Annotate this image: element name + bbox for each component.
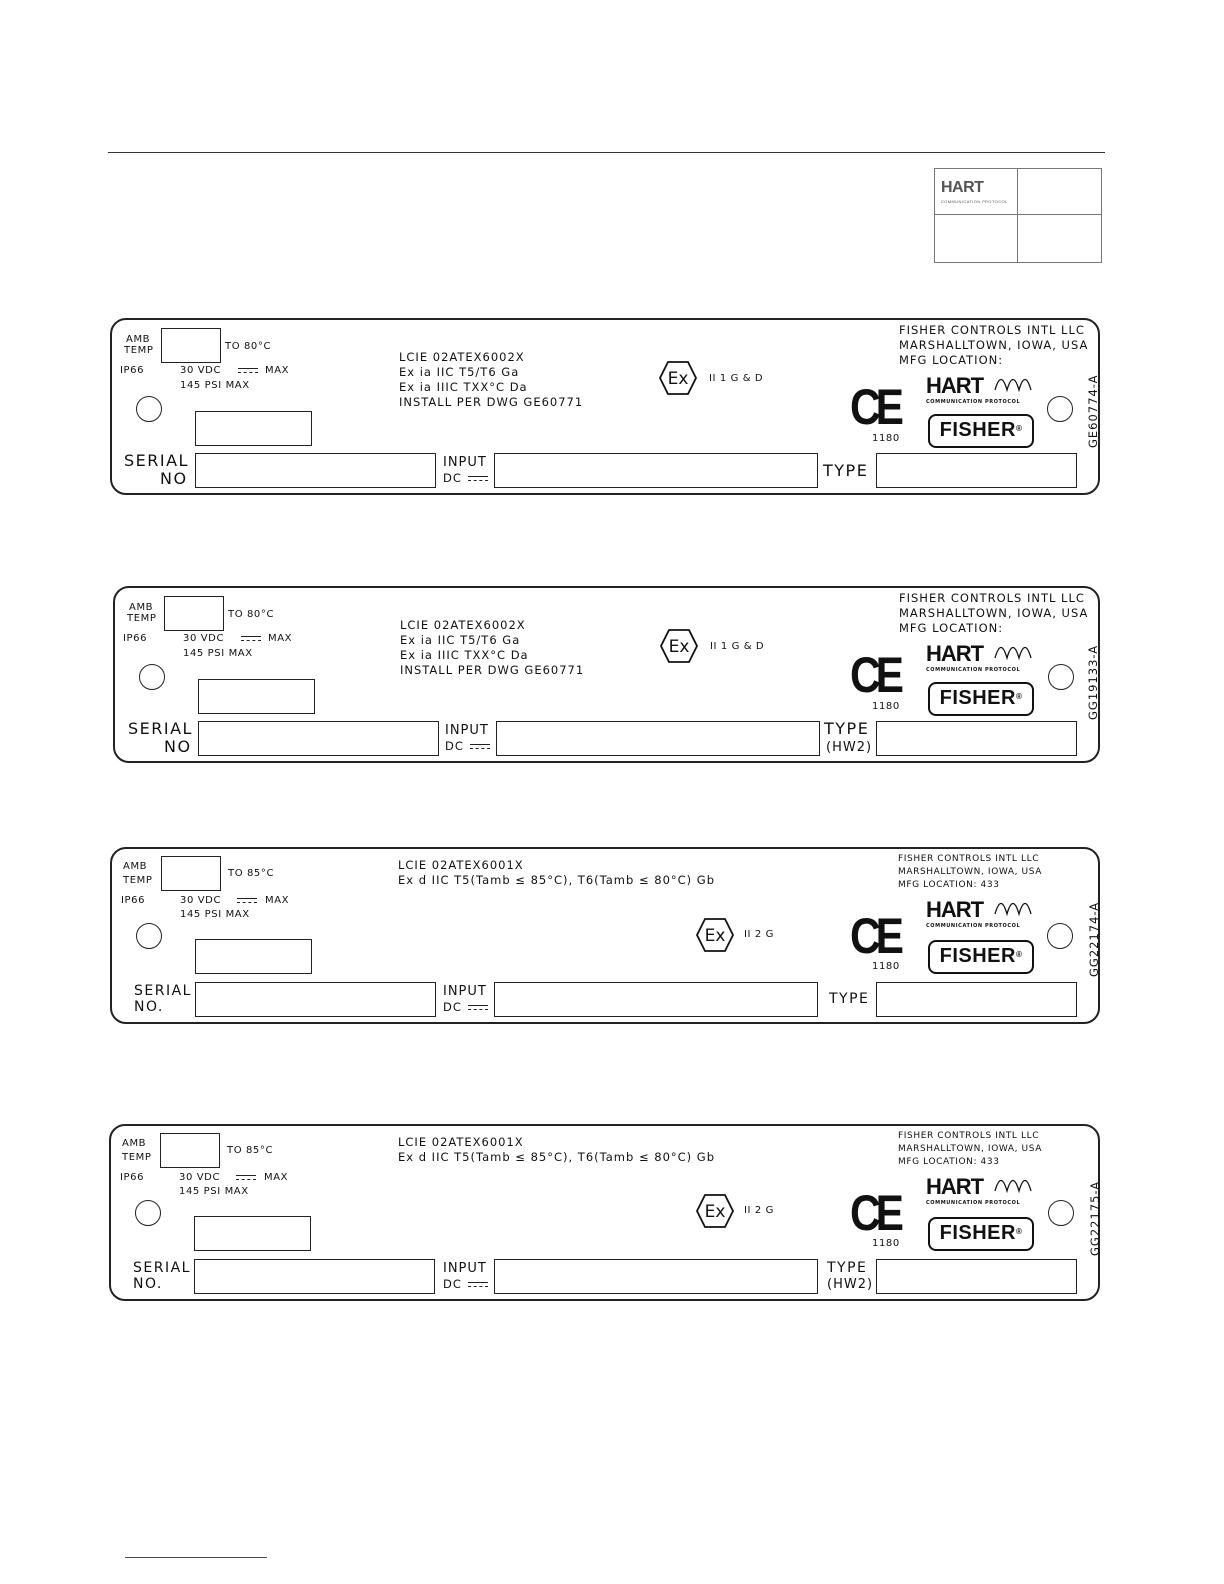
fisher-logo [928,1217,1034,1251]
vdc-value: 30 VDC [180,895,222,906]
ex-text: Ex [704,926,726,946]
input-dc-label: DC [443,1000,462,1014]
dc-symbol [468,476,488,481]
serial-label-no: NO. [133,1276,163,1292]
company-line: MARSHALLTOWN, IOWA, USA [899,338,1089,352]
cert-line: LCIE 02ATEX6002X [399,350,525,364]
type-label-hw: (HW2) [826,740,873,755]
cert-line: Ex ia IIC T5/T6 Ga [399,365,520,379]
temp-label: TEMP [123,875,153,886]
input-field [494,453,818,488]
company-line: MFG LOCATION: 433 [898,880,1000,890]
temp-label: TEMP [122,1152,152,1163]
company-line: MARSHALLTOWN, IOWA, USA [898,1144,1042,1154]
atex-ex-icon [695,917,735,953]
vdc-max: MAX [264,1172,289,1183]
blank-field [194,1216,311,1251]
hart-wave-icon [994,646,1034,660]
ex-group: II 2 G [744,1205,774,1216]
ex-text: Ex [668,637,690,657]
hart-word: HART [926,373,984,398]
ip-rating: IP66 [120,1172,145,1183]
hart-word: HART [926,641,984,666]
company-line: FISHER CONTROLS INTL LLC [899,591,1085,605]
dc-symbol [470,744,490,749]
input-dc-label: DC [445,739,464,753]
hart-sub: COMMUNICATION PROTOCOL [926,667,1021,673]
hart-wave-icon [994,378,1034,392]
notified-body-number: 1180 [872,961,900,972]
ce-mark: CE [850,379,899,435]
cert-line: LCIE 02ATEX6002X [400,618,526,632]
hart-sub: COMMUNICATION PROTOCOL [926,923,1021,929]
drawing-number: GG19133-A [1086,644,1100,720]
serial-label-no: NO [160,469,188,488]
vdc-value: 30 VDC [180,365,222,376]
nameplate-1 [110,318,1100,495]
ex-group: II 1 G & D [710,641,765,652]
fisher-word: FISHER [939,945,1016,967]
cert-line: INSTALL PER DWG GE60771 [400,663,585,677]
notified-body-number: 1180 [872,433,900,444]
hart-sub: COMMUNICATION PROTOCOL [926,399,1021,405]
ex-group: II 1 G & D [709,373,764,384]
type-field [876,982,1077,1017]
serial-label: SERIAL [124,451,189,470]
fisher-reg: ® [1015,692,1023,701]
type-label: TYPE [824,719,870,738]
cert-line: INSTALL PER DWG GE60771 [399,395,584,409]
max-temp: TO 80°C [228,609,275,620]
fisher-reg: ® [1015,424,1023,433]
fisher-reg: ® [1015,1227,1023,1236]
type-field [876,1259,1077,1294]
hart-wave-icon [994,902,1034,916]
ex-text: Ex [704,1202,726,1222]
amb-label: AMB [123,861,148,872]
company-line: MFG LOCATION: 433 [898,1157,1000,1167]
hart-logo-box [934,168,1102,263]
hart-word: HART [926,1174,984,1199]
cert-line: Ex ia IIC T5/T6 Ga [400,633,521,647]
hart-logo-small [941,179,1015,204]
pressure-rating: 145 PSI MAX [183,648,253,659]
cert-line: Ex ia IIIC TXX°C Da [400,648,529,662]
amb-label: AMB [129,602,154,613]
mounting-hole-left [136,923,162,949]
company-line: MARSHALLTOWN, IOWA, USA [899,606,1089,620]
temp-label: TEMP [127,613,157,624]
mounting-hole-left [139,664,165,690]
ce-mark: CE [850,908,899,964]
fisher-word: FISHER [939,687,1016,709]
nameplate-3 [110,847,1100,1024]
cert-line: Ex d IIC T5(Tamb ≤ 85°C), T6(Tamb ≤ 80°C) Gb [398,873,716,887]
header-rule [108,152,1105,153]
footer-link-rule[interactable] [125,1557,267,1558]
company-line: MFG LOCATION: [899,621,1004,635]
pressure-rating: 145 PSI MAX [180,909,250,920]
ip-rating: IP66 [121,895,146,906]
atex-ex-icon [659,628,699,664]
input-dc-label: DC [443,471,462,485]
drawing-number: GG22175-A [1088,1180,1102,1256]
vdc-max: MAX [265,365,290,376]
input-field [496,721,820,756]
fisher-reg: ® [1015,950,1023,959]
hart-logo [926,1176,1020,1206]
serial-field [195,982,436,1017]
mounting-hole-left [136,396,162,422]
box-divider-horizontal [935,214,1101,215]
vdc-value: 30 VDC [183,633,225,644]
dc-symbol [241,636,261,641]
ip-rating: IP66 [120,365,145,376]
serial-label-no: NO [164,737,192,756]
company-line: FISHER CONTROLS INTL LLC [899,323,1085,337]
pressure-rating: 145 PSI MAX [179,1186,249,1197]
type-label: TYPE [823,461,869,480]
notified-body-number: 1180 [872,1238,900,1249]
input-label: INPUT [443,984,487,999]
pressure-rating: 145 PSI MAX [180,380,250,391]
company-line: FISHER CONTROLS INTL LLC [898,854,1040,864]
ce-mark: CE [850,647,899,703]
cert-line: LCIE 02ATEX6001X [398,1135,524,1149]
serial-field [194,1259,435,1294]
ex-text: Ex [667,369,689,389]
cert-line: Ex ia IIIC TXX°C Da [399,380,528,394]
fisher-word: FISHER [939,419,1016,441]
input-field [494,982,818,1017]
hart-logo [926,375,1020,405]
type-label-hw: (HW2) [827,1277,874,1292]
fisher-logo [928,414,1034,448]
ce-mark: CE [850,1185,899,1241]
mounting-hole-right [1047,396,1073,422]
mounting-hole-right [1048,1200,1074,1226]
input-label: INPUT [445,723,489,738]
temp-label: TEMP [124,345,154,356]
cert-line: Ex d IIC T5(Tamb ≤ 85°C), T6(Tamb ≤ 80°C) Gb [398,1150,716,1164]
input-field [494,1259,818,1294]
dc-symbol [238,368,258,373]
max-temp: TO 85°C [228,868,275,879]
blank-field [195,939,312,974]
nameplate-4 [109,1124,1100,1301]
mounting-hole-left [135,1200,161,1226]
hart-sub: COMMUNICATION PROTOCOL [926,1200,1021,1206]
hart-wave-icon [994,1179,1034,1193]
company-line: FISHER CONTROLS INTL LLC [898,1131,1040,1141]
amb-temp-field [161,856,221,891]
amb-temp-field [160,1133,220,1168]
vdc-value: 30 VDC [179,1172,221,1183]
hart-logo-word: HART [941,179,984,196]
ex-group: II 2 G [744,929,774,940]
hart-logo [926,899,1020,929]
atex-ex-icon [658,360,698,396]
input-label: INPUT [443,1261,487,1276]
amb-temp-field [164,596,224,631]
input-dc-label: DC [443,1277,462,1291]
amb-temp-field [161,328,221,363]
type-label: TYPE [829,991,870,1007]
max-temp: TO 80°C [225,341,272,352]
blank-field [198,679,315,714]
dc-symbol [236,1175,256,1180]
input-label: INPUT [443,455,487,470]
serial-label: SERIAL [128,719,193,738]
vdc-max: MAX [268,633,293,644]
serial-field [195,453,436,488]
blank-field [195,411,312,446]
atex-ex-icon [695,1193,735,1229]
type-label: TYPE [827,1260,868,1276]
serial-label: SERIAL [133,1260,191,1276]
type-field [876,453,1077,488]
drawing-number: GE60774-A [1086,374,1100,448]
mounting-hole-right [1047,923,1073,949]
hart-logo [926,643,1020,673]
hart-logo-sub: COMMUNICATION PROTOCOL [941,199,1008,204]
amb-label: AMB [122,1138,147,1149]
fisher-logo [928,682,1034,716]
fisher-word: FISHER [939,1222,1016,1244]
drawing-number: GG22174-A [1087,901,1101,977]
company-line: MFG LOCATION: [899,353,1004,367]
dc-symbol [237,898,257,903]
dc-symbol [468,1282,488,1287]
amb-label: AMB [126,334,151,345]
ip-rating: IP66 [123,633,148,644]
company-line: MARSHALLTOWN, IOWA, USA [898,867,1042,877]
max-temp: TO 85°C [227,1145,274,1156]
cert-line: LCIE 02ATEX6001X [398,858,524,872]
fisher-logo [928,940,1034,974]
vdc-max: MAX [265,895,290,906]
serial-field [198,721,439,756]
box-divider-vertical [1017,169,1018,262]
nameplate-2 [113,586,1100,763]
type-field [876,721,1077,756]
dc-symbol [468,1005,488,1010]
notified-body-number: 1180 [872,701,900,712]
hart-word: HART [926,897,984,922]
mounting-hole-right [1048,664,1074,690]
serial-label-no: NO. [134,999,164,1015]
serial-label: SERIAL [134,983,192,999]
